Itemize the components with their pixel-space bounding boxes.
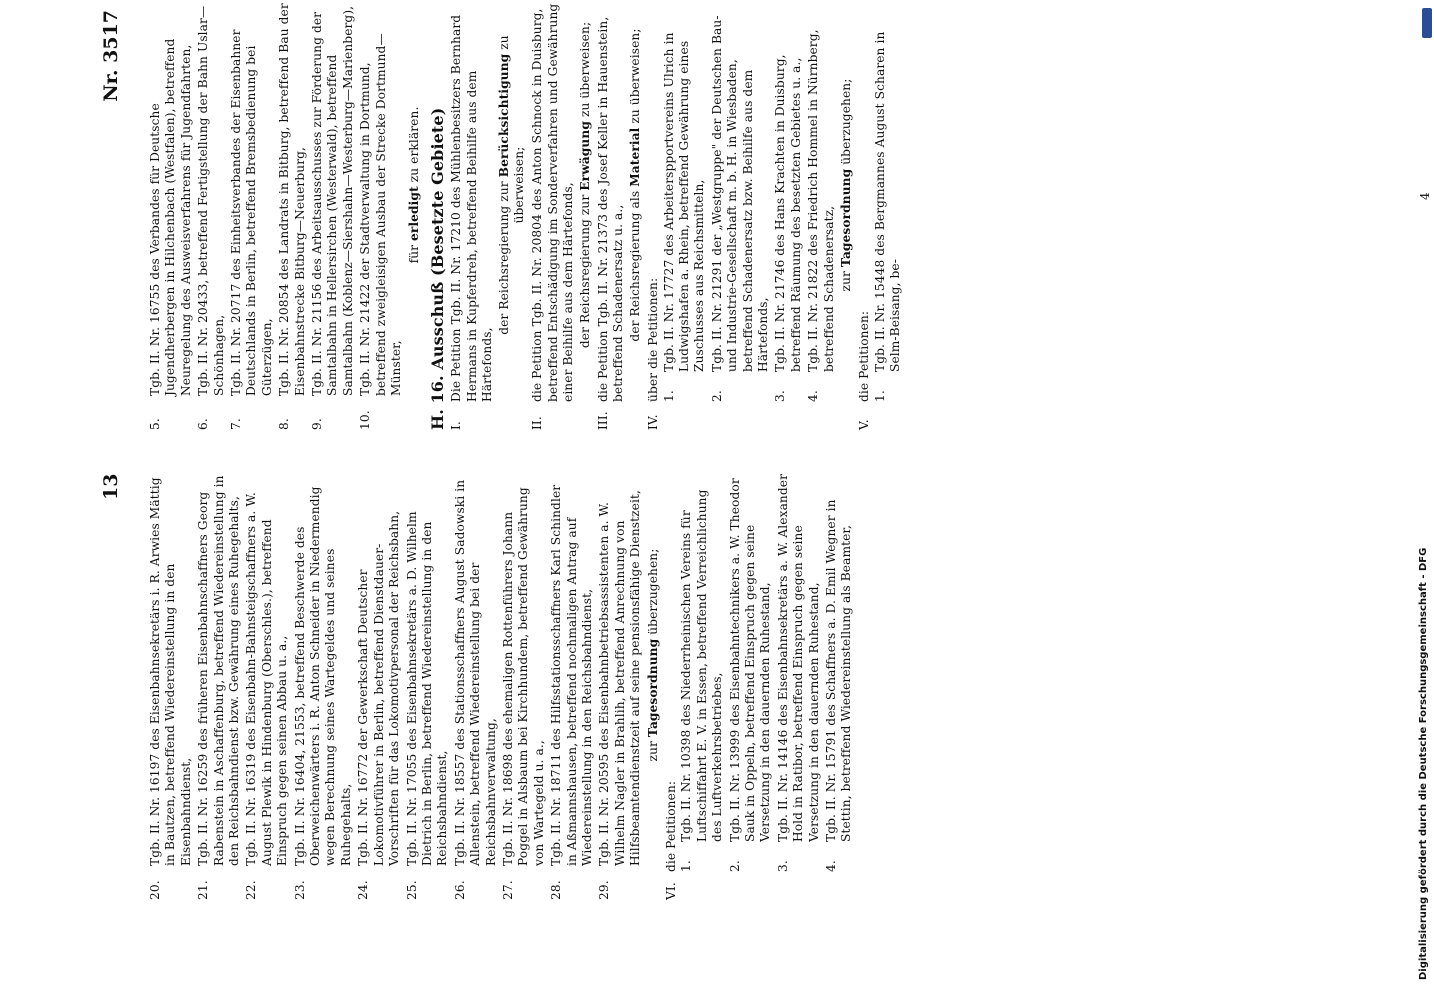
petition-entry (824, 470, 855, 872)
decision-keyword: Tagesordnung (645, 638, 660, 738)
decision-suffix: überzugehen; (839, 78, 854, 165)
decision-prefix: der Reichsregierung zur (496, 181, 511, 335)
entry-text: Tgb. II. Nr. 16259 des früheren Eisenbahnschaffners Georg Rabenstein in Aschaffenburg, betreffend Wiedereinstellung in den Reichsbahndienst bzw. Gewährung eines Ruhegehalts, (196, 475, 242, 866)
entry-text: Tgb. II. Nr. 16772 der Gewerkschaft Deutscher Lokomotivführer in Berlin, betreffend Dienstdauer-Vorschriften für das Lokomotivpersonal der Reichsbahn, (356, 510, 402, 866)
petition-entry (597, 470, 643, 900)
decision-i (497, 0, 528, 430)
entry-number: 10. (358, 410, 373, 430)
entry-number: 4. (824, 860, 839, 872)
petition-list-vi (679, 470, 854, 900)
decision-prefix: für (406, 244, 421, 264)
decision-suffix: zu überweisen; (577, 21, 592, 118)
entry-number: 22. (244, 880, 259, 900)
entry-number: 1. (679, 860, 694, 872)
roman-text: die Petitionen: (664, 780, 678, 872)
entry-number: 3. (775, 860, 790, 872)
roman-section-iii (596, 0, 627, 430)
entry-text: Tgb. II. Nr. 17727 des Arbeiterspportvereins Ulrich in Ludwigshafen a. Rhein, betreffend Gewährung eines Zuschusses aus Reichsmitteln, (661, 32, 707, 372)
page-number: 13 (100, 473, 122, 500)
entry-number: 21. (196, 880, 211, 900)
right-column (148, 0, 906, 430)
entry-number: 25. (404, 880, 419, 900)
petition-entry (229, 0, 275, 430)
petition-entry (773, 0, 804, 402)
petition-entry (358, 0, 404, 430)
entry-text: Tgb. II. Nr. 16319 des Eisenbahn-Bahnsteigschaffners a. W. August Plewik in Hindenburg (Oberschles.), betreffend Einspruch gegen seinen Abbau u. a., (244, 492, 290, 866)
entry-number: 29. (597, 880, 612, 900)
petition-entry (405, 470, 451, 900)
entry-number: 1. (872, 390, 887, 402)
entry-number: 8. (277, 418, 292, 430)
entry-text: Tgb. II. Nr. 14146 des Eisenbahnsekretärs a. W. Alexander Hold in Ratibor, betreffend Einspruch gegen seine Versetzung in den dauernden Ruhestand, (775, 473, 821, 842)
roman-text: die Petition Tgb. II. Nr. 21373 des Josef Keller in Hauenstein, betreffend Schadenersatz u. a., (595, 16, 626, 402)
roman-numeral: I. (449, 421, 464, 430)
entry-number: 3. (773, 390, 788, 402)
decision-suffix: zu überweisen; (496, 35, 526, 224)
roman-section-i (449, 0, 495, 430)
document-page (100, 0, 1434, 900)
decision-prefix: der Reichsregierung als (627, 190, 642, 342)
roman-numeral: V. (857, 419, 872, 430)
petition-entry (356, 470, 402, 900)
entry-text: Tgb. II. Nr. 21422 der Stadtverwaltung in Dortmund, betreffend zweigleisigen Ausbau der Strecke Dortmund—Münster, (358, 33, 404, 396)
entry-text: Tgb. II. Nr. 21291 der „Westgruppe" der Deutschen Bau- und Industrie-Gesellschaft m. b. H. in Wiesbaden, betreffend Schadenersatz bzw. Beihilfe aus dem Härtefonds, (709, 15, 771, 372)
roman-text: Die Petition Tgb. II. Nr. 17210 des Mühlenbesitzers Bernhard Hermans in Kupferdreh, betreffend Beihilfe aus dem Härtefonds, (449, 14, 495, 402)
decision-keyword: erledigt (406, 186, 421, 241)
roman-numeral: VI. (664, 882, 678, 900)
petition-entry (728, 470, 774, 872)
petition-entry (501, 470, 547, 900)
entry-text: Tgb. II. Nr. 16404, 21553, betreffend Beschwerde des Oberweichenwärters i. R. Anton Schneider in Niedermendig wegen Berechnung seines Wartegeldes und seines Ruhegehalts, (292, 486, 353, 866)
petition-entry (679, 470, 725, 872)
petition-entry (148, 0, 194, 430)
decision-iii (628, 0, 643, 430)
decision-suffix: überzugehen; (645, 548, 660, 635)
petition-entry (806, 0, 837, 402)
document-number: Nr. 3517 (100, 10, 122, 102)
petition-list-b (148, 0, 405, 430)
petition-list-a (148, 470, 644, 900)
decision-ii (578, 0, 593, 430)
entry-number: 2. (727, 860, 742, 872)
petition-entry (662, 0, 708, 402)
decision-suffix: zu erklären. (406, 106, 421, 183)
entry-number: 7. (229, 418, 244, 430)
roman-section-v (857, 0, 872, 430)
funding-notice: Digitalisierung gefördert durch die Deutsche Forschungsgemeinschaft - DFG (1418, 547, 1429, 980)
decision-a (646, 470, 661, 900)
petition-entry (277, 0, 308, 430)
roman-section-iv (646, 0, 661, 430)
entry-text: Tgb. II. Nr. 16755 des Verbandes für Deutsche Jugendherbergen in Hilchenbach (Westfalen), betreffend Neuregelung des Ausweisverfahrens für Jugendfahrten, (148, 38, 193, 396)
petition-entry (873, 0, 904, 402)
entry-text: Tgb. II. Nr. 18698 des ehemaligen Rottenführers Johann Poggel in Alsbaum bei Kirchhundem, betreffend Gewährung von Wartegeld u. a., (500, 487, 546, 866)
decision-keyword: Tagesordnung (839, 168, 854, 268)
entry-text: Tgb. II. Nr. 18557 des Stationsschaffners August Sadowski in Allenstein, betreffend Wiedereinstellung bei der Reichsbahnverwaltung, (452, 479, 498, 866)
entry-text: Tgb. II. Nr. 17055 des Eisenbahnsekretärs a. D. Wilhelm Dietrich in Berlin, betreffend Wiedereinstellung in den Reichsbahndienst, (404, 511, 450, 866)
left-column (148, 470, 857, 900)
entry-number: 6. (196, 418, 211, 430)
entry-number: 24. (356, 880, 371, 900)
entry-number: 2. (709, 390, 724, 402)
roman-text: die Petition Tgb. II. Nr. 20804 des Anton Schnock in Duisburg, betreffend Entschädigung im Sonderverfahren und Gewährung einer Beihilfe aus dem Härtefonds, (530, 3, 576, 402)
entry-text: Tgb. II. Nr. 20717 des Einheitsverbandes der Eisenbahner Deutschlands in Berlin, betreffend Bremsbedienung bei Güterzügen, (229, 29, 274, 396)
roman-text: über die Petitionen: (646, 277, 661, 402)
decision-keyword: Berücksichtigung (496, 53, 511, 178)
decision-prefix: zur (645, 741, 660, 762)
entry-text: Tgb. II. Nr. 15448 des Bergmannes August Scharen in Selm-Beisang, be- (872, 31, 903, 372)
footer-mark: 4 (1418, 192, 1432, 200)
petition-entry (244, 470, 290, 900)
petition-entry (710, 0, 772, 402)
decision-iv (839, 0, 854, 430)
entry-text: Tgb. II. Nr. 20433, betreffend Fertigstellung der Bahn Uslar—Schönhagen, (196, 5, 226, 396)
entry-text: Tgb. II. Nr. 21822 des Friedrich Hommel in Nürnberg, betreffend Schadenersatz, (806, 29, 836, 372)
decision-suffix: zu überweisen; (627, 28, 642, 124)
entry-number: 5. (148, 418, 162, 430)
entry-number: 4. (806, 390, 821, 402)
decision-keyword: Material (627, 127, 642, 187)
roman-numeral: II. (530, 416, 545, 430)
roman-section-vi (664, 470, 679, 900)
decision-prefix: zur (839, 271, 854, 292)
entry-text: Tgb. II. Nr. 18711 des Hilfsstationsschaffners Karl Schindler in Aßmannshausen, betreffend nochmaligen Antrag auf Wiedereinstellung in den Reichsbahndienst, (549, 484, 594, 866)
entry-number: 9. (310, 418, 325, 430)
petition-entry (196, 470, 242, 900)
roman-numeral: IV. (646, 414, 661, 430)
entry-number: 20. (148, 880, 162, 900)
decision-prefix: der Reichsregierung zur (577, 194, 592, 349)
petition-list-iv (662, 0, 837, 430)
petition-entry (310, 0, 356, 430)
petition-entry (776, 470, 822, 872)
entry-text: Tgb. II. Nr. 16197 des Eisenbahnsekretärs i. R. Arwies Mättig in Bautzen, betreffend Wiedereinstellung in den Eisenbahndienst, (148, 477, 193, 866)
entry-text: Tgb. II. Nr. 15791 des Schaffners a. D. Emil Wegner in Stettin, betreffend Wiedereinstellung als Beamter, (824, 499, 854, 842)
entry-number: 23. (292, 880, 307, 900)
entry-text: Tgb. II. Nr. 20854 des Landrats in Bitburg, betreffend Bau der Eisenbahnstrecke Bitburg—Neuerburg, (277, 3, 307, 396)
entry-text: Tgb. II. Nr. 20595 des Eisenbahnbetriebsassistenten a. W. Wilhelm Nagler in Brahlih, betreffend Anrechnung von Hilfsbeamtendienstzeit auf seine pensionsfähige Dienstzeit, (597, 490, 643, 866)
dfg-logo-icon (1422, 8, 1432, 38)
petition-entry (148, 470, 194, 900)
entry-text: Tgb. II. Nr. 21156 des Arbeitsausschusses zur Förderung der Samtalbahn in Hellersirchen (Westerwald), betreffend Samtalbahn (Koblenz—Siershahn—Westerburg—Marienberg), (310, 5, 355, 396)
decision-b (407, 0, 422, 430)
entry-number: 26. (452, 880, 467, 900)
roman-text: die Petitionen: (857, 310, 872, 402)
section-heading: H. 16. Ausschuß (Besetzte Gebiete) (427, 107, 447, 430)
entry-number: 1. (661, 390, 676, 402)
decision-keyword: Erwägung (577, 121, 592, 191)
petition-entry (549, 470, 595, 900)
roman-numeral: III. (595, 411, 610, 430)
entry-text: Tgb. II. Nr. 10398 des Niederrheinischen Vereins für Luftschiffahrt E. V. in Essen, betreffend Verreichlichung des Luftverkehrsbetriebes, (679, 489, 725, 842)
roman-section-ii (530, 0, 576, 430)
entry-text: Tgb. II. Nr. 21746 des Hans Krachten in Duisburg, betreffend Räumung des besetzten Gebietes u. a., (773, 54, 803, 372)
entry-text: Tgb. II. Nr. 13999 des Eisenbahntechnikers a. W. Theodor Sauk in Oppeln, betreffend Einspruch gegen seine Versetzung in den dauernden Ruhestand, (727, 478, 773, 842)
page-header (100, 0, 140, 900)
petition-entry (196, 0, 227, 430)
entry-number: 28. (549, 880, 564, 900)
entry-number: 27. (500, 880, 515, 900)
petition-entry (453, 470, 499, 900)
petition-entry (293, 470, 355, 900)
petition-list-v (873, 0, 904, 430)
digitization-sidebar (1414, 0, 1434, 1000)
